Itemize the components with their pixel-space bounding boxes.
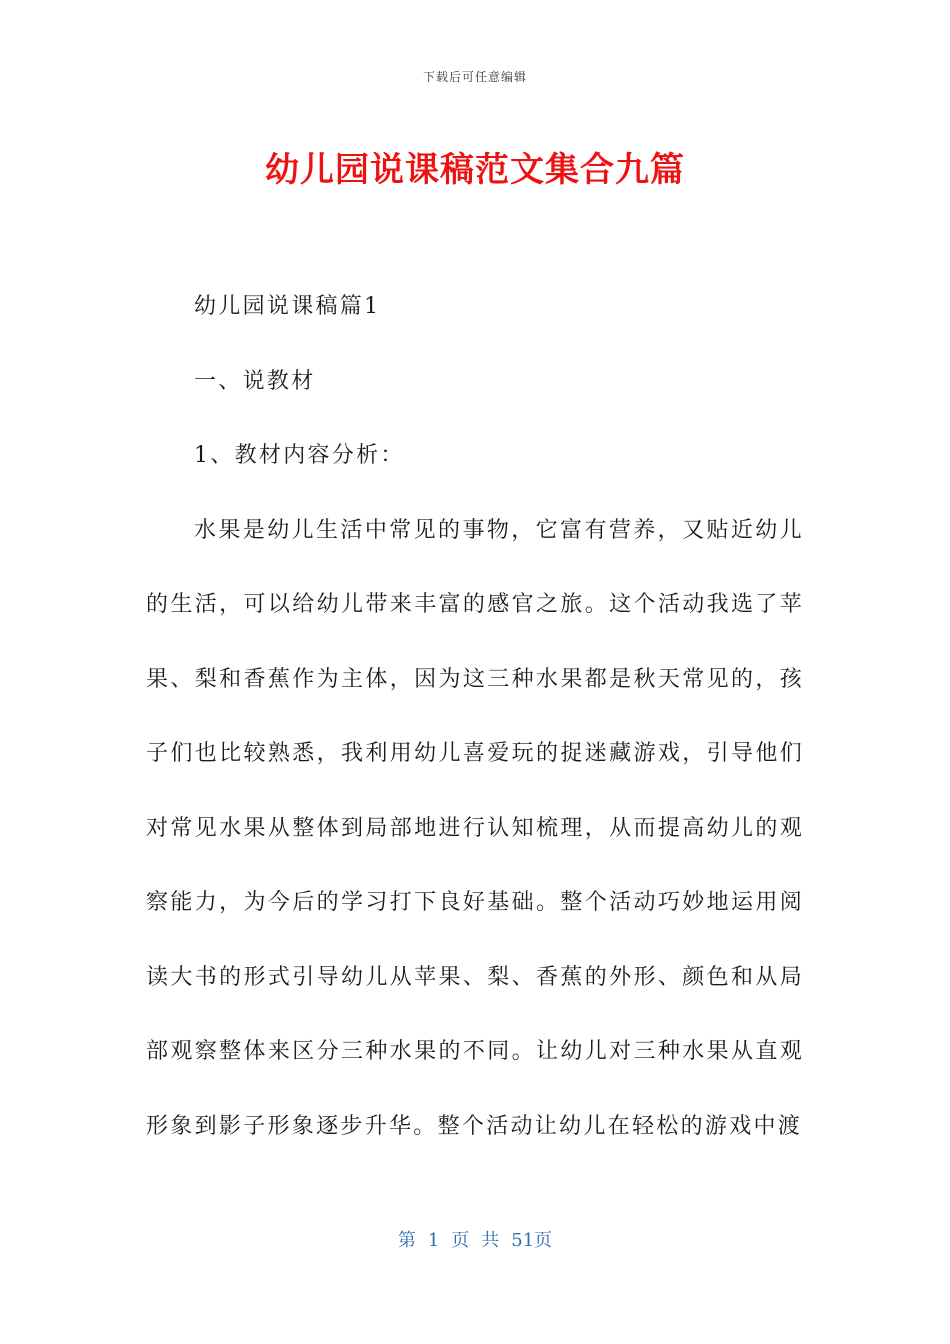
page-footer [0,1226,950,1252]
heading-content-analysis: 1、教材内容分析： [194,443,405,468]
footer-page-word: 页 [451,1230,470,1251]
footer-current-page: 1 [427,1230,440,1251]
footer-total-prefix: 共 [481,1230,500,1251]
document-title: 幼儿园说课稿范文集合九篇 [265,150,685,190]
heading-teaching-material: 一、说教材 [194,368,316,394]
footer-total-pages: 51页 [511,1230,553,1251]
section-title: 幼儿园说课稿篇1 [194,294,381,319]
header-note: 下载后可任意编辑 [422,70,527,84]
body-paragraph: 水果是幼儿生活中常见的事物，它富有营养，又贴近幼儿的生活，可以给幼儿带来丰富的感官之旅。这个活动我选了苹果、梨和香蕉作为主体，因为这三种水果都是秋天常见的，孩子们也比较熟悉，我利用幼儿喜爱玩的捉迷藏游戏，引导他们对常见水果从整体到局部地进行认知梳理，从而提高幼儿的观察能力，为今后的学习打下良好基础。整个活动巧妙地运用阅读大书的形式引导幼儿从苹果、梨、香蕉的外形、颜色和从局部观察整体来区分三种水果的不同。让幼儿对三种水果从直观形象到影子形象逐步升华。整个活动让幼儿在轻松的游戏中渡 [146,517,804,1139]
footer-prefix: 第 [397,1230,416,1251]
document-body [146,270,804,1164]
